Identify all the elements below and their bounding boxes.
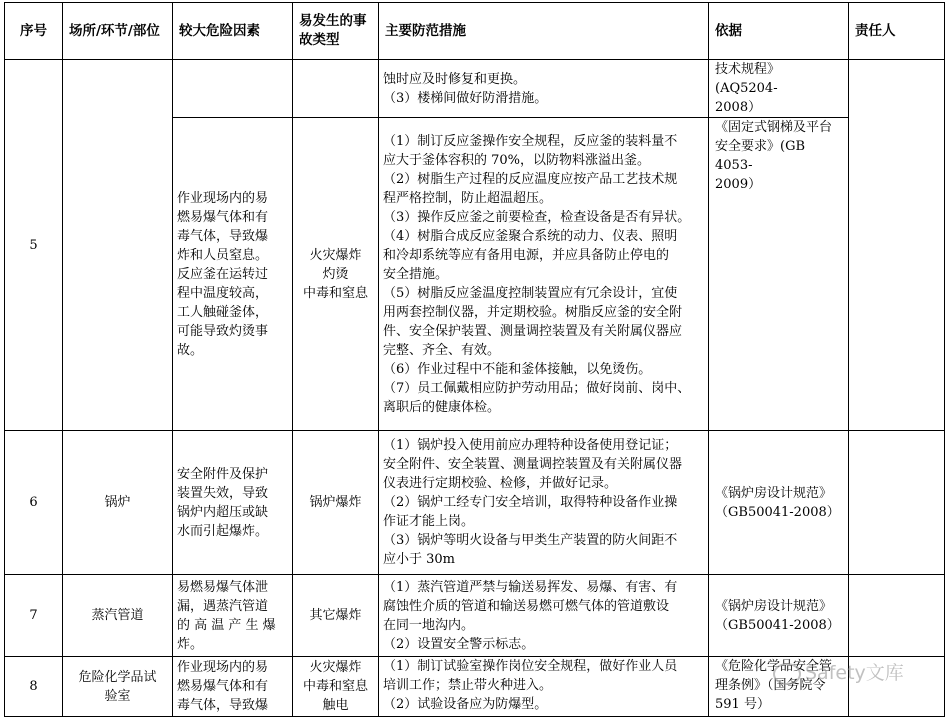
accident-line: 火灾爆炸 bbox=[309, 247, 362, 263]
basis-line: 《危险化学品安全管 bbox=[715, 659, 833, 674]
basis-line: 安全要求》(GB 4053- bbox=[715, 139, 806, 173]
risk-line: 炸。 bbox=[177, 636, 204, 652]
cell-accident-empty bbox=[293, 60, 379, 118]
table-row bbox=[5, 575, 945, 657]
basis-line: （GB50041-2008） bbox=[715, 504, 840, 520]
wechat-icon bbox=[773, 663, 801, 685]
measure-line: （2）锅炉工经专门安全培训，取得特种设备作业操 bbox=[383, 495, 678, 510]
risk-line: 安全附件及保护 bbox=[177, 466, 269, 482]
basis-line: （GB50041-2008） bbox=[715, 617, 840, 633]
cell-owner-empty bbox=[849, 431, 945, 575]
measure-line: 作证才能上岗。 bbox=[383, 514, 475, 529]
cell-measures bbox=[379, 118, 709, 431]
cell-basis bbox=[709, 118, 849, 431]
measure-line: （1）锅炉投入使用前应办理特种设备使用登记证； bbox=[383, 438, 678, 453]
measure-line: 离职后的健康体检。 bbox=[383, 399, 501, 415]
place-line: 危险化学品试 bbox=[78, 669, 157, 685]
cell-place-empty bbox=[63, 60, 173, 431]
cell-seq bbox=[5, 60, 63, 431]
cell-basis bbox=[709, 575, 849, 657]
measure-line: （4）树脂合成反应釜聚合系统的动力、仪表、照明 bbox=[383, 228, 678, 244]
seq-5: 5 bbox=[29, 237, 38, 253]
measure-line: （2）试验设备应为防爆型。 bbox=[383, 697, 548, 712]
measure-line: （1）制订试验室操作岗位安全规程，做好作业人员 bbox=[383, 659, 678, 674]
measure-line: 腐蚀性介质的管道和输送易燃可燃气体的管道敷设 bbox=[383, 598, 670, 614]
risk-line: 锅炉内超压或缺 bbox=[177, 504, 269, 520]
cell-risk bbox=[173, 657, 293, 717]
risk-line: 可能导致灼烫事 bbox=[177, 323, 269, 339]
basis-line: 《固定式钢梯及平台 bbox=[715, 120, 833, 135]
measure-line: （7）员工佩戴相应防护劳动用品；做好岗前、岗中、 bbox=[383, 380, 691, 396]
risk-line: 作业现场内的易 bbox=[177, 190, 269, 206]
header-place: 场所/环节/部位 bbox=[63, 3, 173, 60]
header-accident-line-1: 易发生的事 bbox=[299, 13, 367, 29]
measure-line: 件、安全保护装置、测量调控装置及有关附属仪器应 bbox=[383, 323, 683, 339]
risk-line: 燃易爆气体和有 bbox=[177, 209, 269, 225]
basis-line: 技术规程》(AQ5204- bbox=[715, 62, 781, 96]
basis-line: 2008） bbox=[715, 100, 762, 115]
cell-risk bbox=[173, 575, 293, 657]
measure-line: 完整、齐全、有效。 bbox=[383, 342, 501, 358]
measure-line: 应大于釜体容积的 70%，以防物料涨溢出釜。 bbox=[383, 152, 651, 168]
accident-line: 中毒和窒息 bbox=[302, 679, 368, 694]
watermark-text: Safety文库 bbox=[805, 662, 904, 684]
header-measures: 主要防范措施 bbox=[379, 3, 709, 60]
cell-place: 锅炉 bbox=[63, 431, 173, 575]
risk-line: 毒气体，导致爆 bbox=[177, 228, 269, 244]
basis-line: 《锅炉房设计规范》 bbox=[715, 598, 833, 614]
measure-line: （6）作业过程中不能和釜体接触，以免烫伤。 bbox=[383, 361, 652, 377]
header-risk: 较大危险因素 bbox=[173, 3, 293, 60]
cell-basis bbox=[709, 431, 849, 575]
risk-line: 反应釜在运转过 bbox=[177, 266, 269, 282]
cell-accident bbox=[293, 657, 379, 717]
measure-line: 用两套控制仪器，并定期校验。树脂反应釜的安全附 bbox=[383, 304, 683, 320]
cell-accident: 其它爆炸 bbox=[293, 575, 379, 657]
cell-measures bbox=[379, 431, 709, 575]
cell-place: 蒸汽管道 bbox=[63, 575, 173, 657]
measure-line: （3）操作反应釜之前要检查，检查设备是否有异状。 bbox=[383, 209, 691, 225]
measure-line: 安全措施。 bbox=[383, 266, 449, 282]
header-row bbox=[5, 3, 945, 60]
basis-line: 《锅炉房设计规范》 bbox=[715, 485, 833, 501]
risk-line: 程中温度较高， bbox=[177, 285, 269, 301]
cell-basis bbox=[709, 60, 849, 118]
cell-seq: 7 bbox=[5, 575, 63, 657]
cell-owner-empty bbox=[849, 575, 945, 657]
accident-line: 触电 bbox=[322, 698, 349, 713]
risk-line: 炸和人员窒息。 bbox=[177, 247, 269, 263]
cell-seq: 6 bbox=[5, 431, 63, 575]
header-owner: 责任人 bbox=[849, 3, 945, 60]
cell-accident bbox=[293, 118, 379, 431]
accident-line: 中毒和窒息 bbox=[302, 285, 368, 301]
cell-risk-empty bbox=[173, 60, 293, 118]
basis-line: 理条例》（国务院令 bbox=[715, 678, 826, 693]
risk-line: 漏，遇蒸汽管道 bbox=[177, 598, 269, 614]
header-accident-type bbox=[293, 3, 379, 60]
cell-accident: 锅炉爆炸 bbox=[293, 431, 379, 575]
header-seq: 序号 bbox=[5, 3, 63, 60]
risk-line: 毒气体，导致爆 bbox=[177, 698, 269, 713]
measure-line: 应小于 30m bbox=[383, 552, 456, 567]
measure-line: （3）锅炉等明火设备与甲类生产装置的防火间距不 bbox=[383, 533, 678, 548]
risk-line: 燃易爆气体和有 bbox=[177, 679, 269, 694]
risk-line: 的 高 温 产 生 爆 bbox=[177, 617, 276, 633]
cell-owner-empty bbox=[849, 60, 945, 431]
measure-line: （2）树脂生产过程的反应温度应按产品工艺技术规 bbox=[383, 171, 678, 187]
risk-line: 易燃易爆气体泄 bbox=[177, 579, 269, 595]
cell-measures bbox=[379, 575, 709, 657]
measure-line: 仪表进行定期校验、检修，并做好记录。 bbox=[383, 476, 618, 491]
watermark bbox=[773, 658, 904, 685]
risk-line: 水而引起爆炸。 bbox=[177, 523, 269, 539]
measure-line: （1）蒸汽管道严禁与输送易挥发、易爆、有害、有 bbox=[383, 579, 678, 595]
measure-line: （1）制订反应釜操作安全规程，反应釜的装料量不 bbox=[383, 133, 678, 149]
cell-measures bbox=[379, 60, 709, 118]
measure-line: 在同一地沟内。 bbox=[383, 617, 475, 633]
cell-risk bbox=[173, 118, 293, 431]
accident-line: 火灾爆炸 bbox=[309, 660, 362, 675]
basis-line: 2009） bbox=[715, 177, 762, 192]
risk-line: 故。 bbox=[177, 342, 204, 358]
measure-line: 和冷却系统等应有备用电源，并应具备防止停电的 bbox=[383, 247, 670, 263]
basis-line: 591 号） bbox=[715, 697, 770, 712]
measure-line: 安全附件、安全装置、测量调控装置及有关附属仪器 bbox=[383, 457, 683, 472]
risk-line: 工人触碰釜体， bbox=[177, 304, 269, 320]
place-line: 验室 bbox=[104, 688, 131, 704]
table-row bbox=[5, 60, 945, 118]
risk-table bbox=[4, 2, 945, 717]
measure-line: 蚀时应及时修复和更换。 bbox=[383, 71, 527, 87]
measure-line: （5）树脂反应釜温度控制装置应有冗余设计，宜使 bbox=[383, 285, 678, 301]
cell-place bbox=[63, 657, 173, 717]
risk-line: 装置失效，导致 bbox=[177, 485, 269, 501]
header-basis: 依据 bbox=[709, 3, 849, 60]
measure-line: （2）设置安全警示标志。 bbox=[383, 636, 535, 652]
cell-seq: 8 bbox=[5, 657, 63, 717]
risk-line: 作业现场内的易 bbox=[177, 660, 269, 675]
cell-risk bbox=[173, 431, 293, 575]
header-accident-line-2: 故类型 bbox=[299, 32, 340, 48]
measure-line: （3）楼梯间做好防滑措施。 bbox=[383, 90, 548, 106]
table-row bbox=[5, 431, 945, 575]
measure-line: 程严格控制，防止超温超压。 bbox=[383, 190, 553, 206]
cell-measures bbox=[379, 657, 709, 717]
accident-line: 灼烫 bbox=[322, 266, 349, 282]
measure-line: 培训工作；禁止带火种进入。 bbox=[383, 678, 553, 693]
